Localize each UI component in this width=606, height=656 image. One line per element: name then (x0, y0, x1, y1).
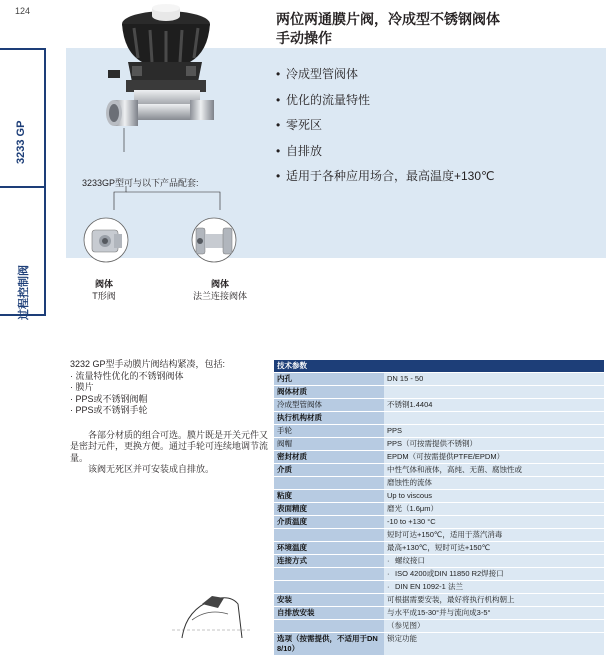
table-row: 连接方式 · 螺纹接口 (274, 555, 604, 568)
variant-type: 法兰连接阀体 (192, 291, 247, 301)
variant-name: 阀体 (94, 279, 113, 289)
table-row: 冷成型管阀体 不锈钢1.4404 (274, 399, 604, 412)
variant-flange (190, 278, 250, 302)
intro-item: · 膜片 (70, 382, 94, 392)
table-row: 阀帽 PPS（可按需提供不锈钢） (274, 438, 604, 451)
table-row: 密封材质 EPDM（可按需提供PTFE/EPDM） (274, 451, 604, 464)
spec-table-header (274, 360, 604, 373)
table-row: 介质温度 -10 to +130 °C (274, 516, 604, 529)
valve-product-image (94, 4, 234, 152)
flange-body-icon (188, 216, 240, 272)
table-row: 阀体材质 (274, 386, 604, 399)
table-row: 手轮 PPS (274, 425, 604, 438)
feature-item: • 优化的流量特性 (276, 92, 371, 107)
title-line-1: 两位两通膜片阀，冷成型不锈钢阀体 (276, 11, 500, 27)
intro-item: · PPS或不锈钢手轮 (70, 405, 148, 415)
page-number: 124 (15, 6, 31, 16)
spec-table-title: 技术参数 (274, 360, 604, 373)
feature-text: 零死区 (286, 118, 323, 132)
sidebar-rule (44, 48, 46, 316)
table-row: · DIN EN 1092-1 法兰 (274, 581, 604, 594)
variant-name: 阀体 (210, 279, 229, 289)
compatibility-caption: 3233GP型可与以下产品配套: (82, 178, 199, 188)
table-row: 短时可达+150℃，适用于蒸汽消毒 (274, 529, 604, 542)
feature-item: • 零死区 (276, 118, 323, 132)
feature-text: 冷成型管阀体 (286, 67, 359, 81)
table-row: 内孔 DN 15 - 50 (274, 373, 604, 386)
tee-body-icon (82, 216, 130, 272)
table-row: 介质 中性气体和液体，高纯、无菌、腐蚀性或 (274, 464, 604, 477)
table-row: 粘度 Up to viscous (274, 490, 604, 503)
installation-sketch (172, 590, 252, 638)
feature-item: • 自排放 (276, 143, 323, 158)
table-row: （参见图） (274, 620, 604, 633)
page-title (276, 10, 500, 48)
feature-text: 适用于各种应用场合，最高温度+130℃ (286, 169, 495, 183)
table-row: 自排放安装 与水平成15-30°并与流向成3-5° (274, 607, 604, 620)
table-row: 表面精度 磨光（1.6μm） (274, 503, 604, 516)
table-row: 环境温度 最高+130℃，短时可达+150℃ (274, 542, 604, 555)
intro-paragraph: 该阀无死区并可安装成自排放。 (88, 464, 215, 474)
table-row: · ISO 4200或DIN 11850 R2焊接口 (274, 568, 604, 581)
table-row: 执行机构材质 (274, 412, 604, 425)
sidebar-model-label: 3233 GP (15, 120, 27, 164)
table-row: 磨蚀性的流体 (274, 477, 604, 490)
intro-item: · PPS或不锈钢阀帽 (70, 393, 148, 404)
feature-text: 优化的流量特性 (286, 92, 371, 107)
feature-text: 自排放 (286, 143, 323, 158)
intro-text (70, 359, 270, 476)
feature-list (276, 66, 495, 194)
table-row: 安装 可根据需要安装，最好将执行机构朝上 (274, 594, 604, 607)
variant-type: T形阀 (92, 291, 116, 301)
variant-tee (82, 278, 126, 302)
intro-lead: 3232 GP型手动膜片阀结构紧凑，包括: (70, 359, 226, 369)
spec-table (274, 360, 604, 656)
title-line-2: 手动操作 (276, 30, 332, 46)
feature-item: • 适用于各种应用场合，最高温度+130℃ (276, 169, 495, 183)
intro-item: · 流量特性优化的不锈钢阀体 (70, 370, 184, 381)
sidebar-category-label: 过程控制阀 (18, 265, 30, 320)
intro-paragraph: 各部分材质的组合可选。膜片既是开关元件又是密封元件，更换方便。通过手轮可连续地调节流量。 (70, 429, 269, 463)
feature-item: • 冷成型管阀体 (276, 67, 359, 81)
table-row: 选项（按需提供，不适用于DN 8/10） 锁定功能 (274, 633, 604, 656)
